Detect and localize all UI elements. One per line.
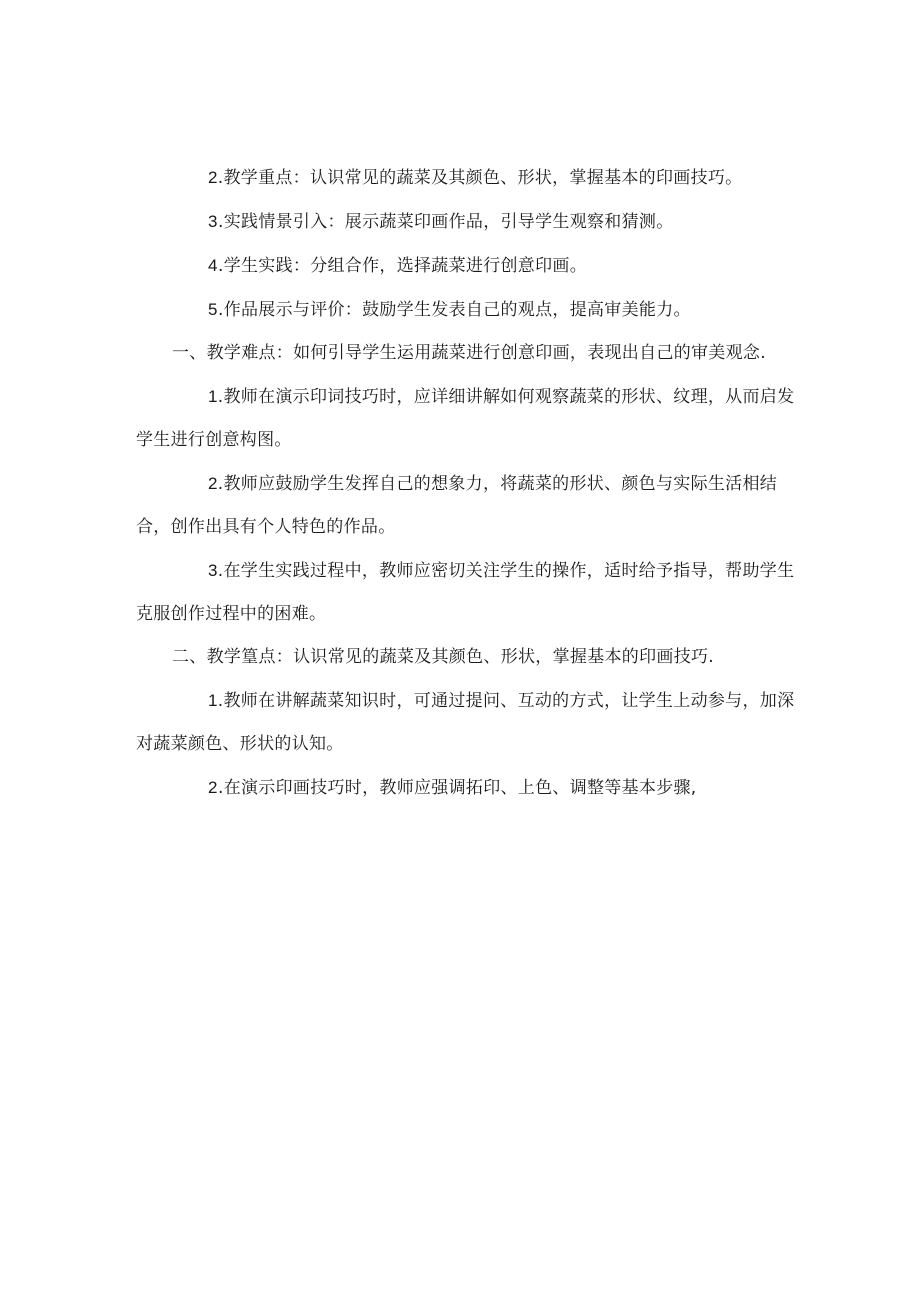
paragraph-text: .教学重点：认识常见的蔬菜及其颜色、形状，掌握基本的印画技巧。 <box>217 168 743 188</box>
paragraph-number: 5 <box>208 300 218 319</box>
paragraph-text: .在演示印画技巧时，教师应强调拓印、上色、调整等基本步骤, <box>218 778 697 798</box>
paragraph-text: .教师在讲解蔬菜知识时，可通过提问、互动的方式，让学生上动参与，加深对蔬菜颜色、形状的认知。 <box>136 691 795 754</box>
paragraph-11 <box>136 766 796 810</box>
paragraph-number: 3 <box>208 212 218 231</box>
paragraph-2 <box>136 200 796 244</box>
paragraph-text: 一、教学难点：如何引导学生运用蔬菜进行创意印画，表现出自己的审美观念. <box>172 343 766 363</box>
paragraph-text: .作品展示与评价：鼓励学生发表自己的观点，提高审美能力。 <box>218 300 691 320</box>
section-heading-difficulty <box>136 332 796 375</box>
paragraph-number: 4 <box>208 256 218 275</box>
paragraph-number: 1 <box>208 691 218 710</box>
document-body <box>136 156 796 810</box>
paragraph-number: 2 <box>208 474 218 493</box>
paragraph-number: 1 <box>208 387 218 406</box>
paragraph-number: 2 <box>208 778 218 797</box>
paragraph-text: .学生实践：分组合作，选择蔬菜进行创意印画。 <box>218 256 588 276</box>
paragraph-1 <box>136 156 796 200</box>
paragraph-3 <box>136 244 796 288</box>
paragraph-text: .教师应鼓励学生发挥自己的想象力，将蔬菜的形状、颜色与实际生活相结合，创作出具有个人特色的作品。 <box>136 474 778 537</box>
paragraph-text: .在学生实践过程中，教师应密切关注学生的操作，适时给予指导，帮助学生克服创作过程中的困难。 <box>136 561 795 624</box>
paragraph-8 <box>136 549 796 636</box>
paragraph-number: 3 <box>208 561 218 580</box>
paragraph-4 <box>136 288 796 332</box>
paragraph-number: 2 <box>208 168 218 187</box>
paragraph-7 <box>136 462 796 549</box>
paragraph-text: .实践情景引入：展示蔬菜印画作品，引导学生观察和猜测。 <box>218 212 674 232</box>
section-heading-focus <box>136 636 796 679</box>
paragraph-text: .教师在演示印词技巧时，应详细讲解如何观察蔬菜的形状、纹理，从而启发学生进行创意构图。 <box>136 387 795 450</box>
paragraph-10 <box>136 679 796 766</box>
paragraph-6 <box>136 375 796 462</box>
paragraph-text: 二、教学篁点：认识常见的蔬菜及其颜色、形状，掌握基本的印画技巧. <box>172 647 715 667</box>
